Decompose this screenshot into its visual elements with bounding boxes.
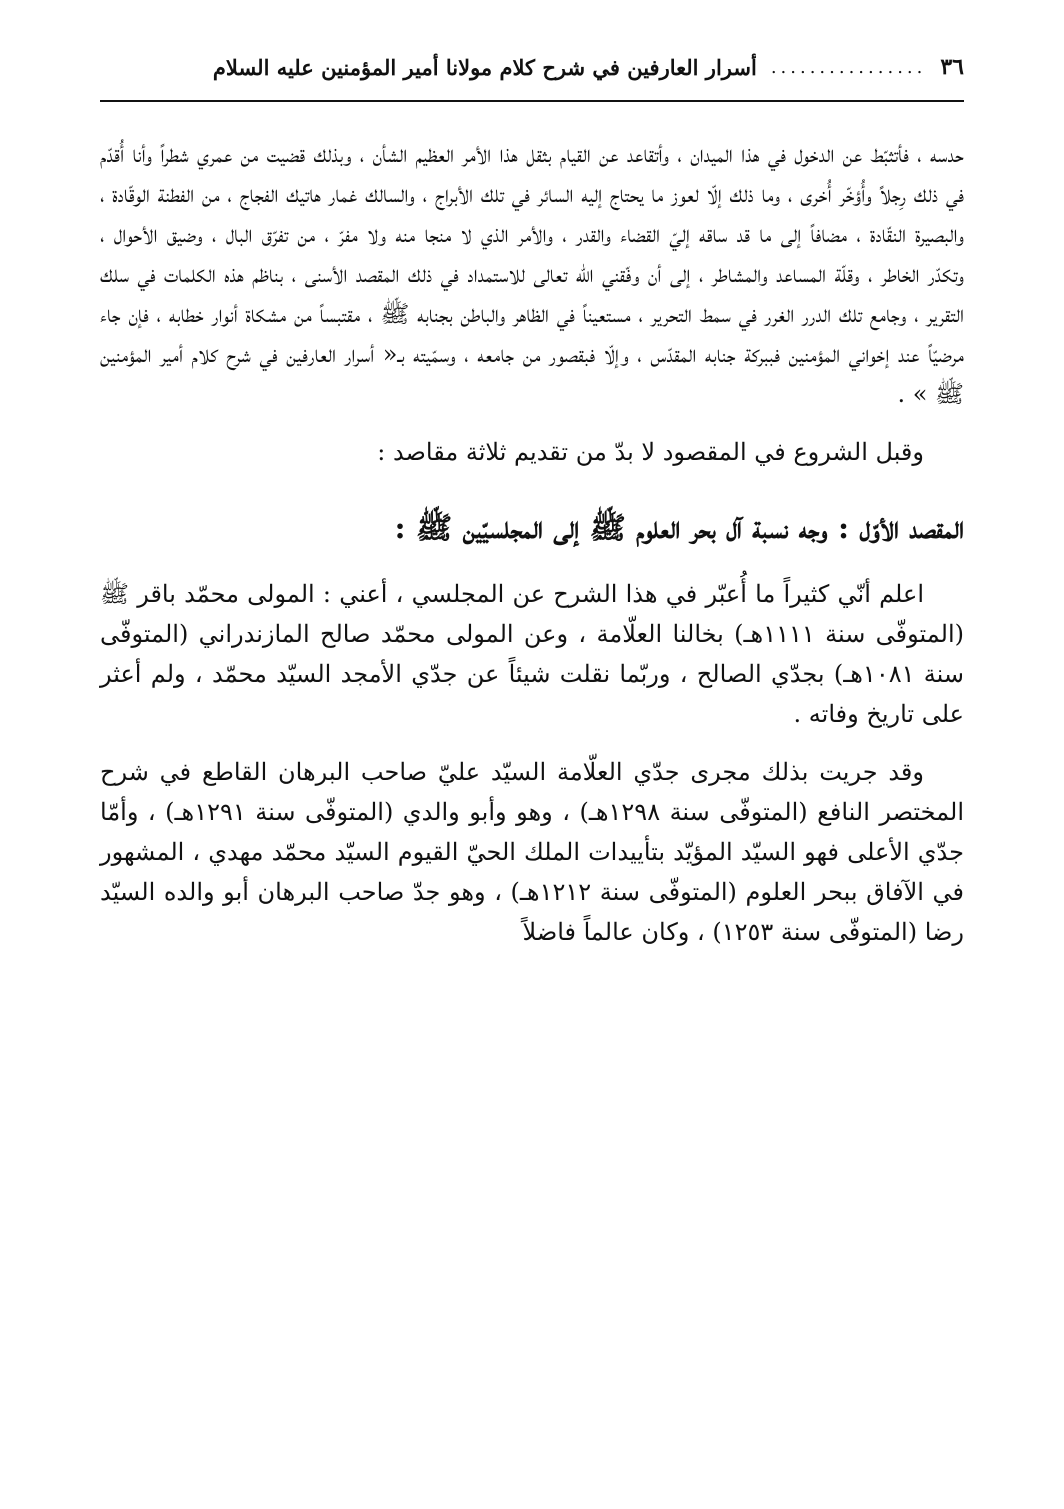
running-head-title: أسرار العارفين في شرح كلام مولانا أمير المؤمنين عليه السلام bbox=[212, 54, 757, 80]
header-rule bbox=[100, 100, 964, 102]
paragraph-2: وقبل الشروع في المقصود لا بدّ من تقديم ثلاثة مقاصد : bbox=[377, 438, 924, 466]
leader-dots: ................ bbox=[770, 56, 927, 78]
paragraph-1: حدسه ، فأتثبّط عن الدخول في هذا الميدان ، وأتقاعد عن القيام بثقل هذا الأمر العظيم الشأن ، وبذلك قضيت من عمري شطراً وأنا أُقدّم في ذلك رِجلاً وأُؤخّر أُخرى ، وما ذلك إلّا لعوز ما يحتاج إليه السائر في تلك الأبراج ، والسالك غمار هاتيك الفجاج ، من الفطنة الوقّادة ، والبصيرة النقّادة ، مضافاً إلى ما قد ساقه إليّ القضاء والقدر ، والأمر الذي لا منجا منه ولا مفرّ ، من تفرّق البال ، وضيق الأحوال ، وتكدّر الخاطر ، وقلّة المساعد والمشاطر ، إلى أن وفّقني الله تعالى للاستمداد في ذلك المقصد الأسنى ، بناظم هذه الكلمات في سلك التقرير ، وجامع تلك الدرر الغرر في سمط التحرير ، مستعيناً في الظاهر والباطن بجنابه ﷺ ، مقتبساً من مشكاة أنوار خطابه ، فإن جاء مرضيّاً عند إخواني المؤمنين فببركة جنابه المقدّس ، وإلّا فبقصور من جامعه ، وسمّيته بـ« أسرار العارفين في شرح كلام أمير المؤمنين ﷺ » . bbox=[100, 140, 965, 408]
paragraph-4: وقد جريت بذلك مجرى جدّي العلّامة السيّد عليّ صاحب البرهان القاطع في شرح المختصر النافع (المتوفّى سنة ١٢٩٨هـ) ، وهو وأبو والدي (المتوفّى سنة ١٢٩١هـ) ، وأمّا جدّي الأعلى فهو السيّد المؤيّد بتأييدات الملك الحيّ القيوم السيّد محمّد مهدي ، المشهور في الآفاق ببحر العلوم (المتوفّى سنة ١٢١٢هـ) ، وهو جدّ صاحب البرهان أبو والده السيّد رضا (المتوفّى سنة ١٢٥٣) ، وكان عالماً فاضلاً bbox=[100, 758, 965, 946]
running-head bbox=[100, 40, 964, 94]
page-number: ٣٦ bbox=[940, 54, 964, 80]
paragraph-3: اعلم أنّي كثيراً ما أُعبّر في هذا الشرح عن المجلسي ، أعني : المولى محمّد باقر ﷺ (المتوفّى سنة ١١١١هـ) بخالنا العلّامة ، وعن المولى محمّد صالح المازندراني (المتوفّى سنة ١٠٨١هـ) بجدّي الصالح ، وربّما نقلت شيئاً عن جدّي الأمجد السيّد محمّد ، ولم أعثر على تاريخ وفاته . bbox=[100, 580, 965, 728]
section-heading: المقصد الأوّل : وجه نسبة آل بحر العلوم ﷺ إلى المجلسيّين ﷺ : bbox=[394, 511, 964, 546]
page-body bbox=[100, 134, 964, 952]
book-page bbox=[100, 40, 964, 1480]
